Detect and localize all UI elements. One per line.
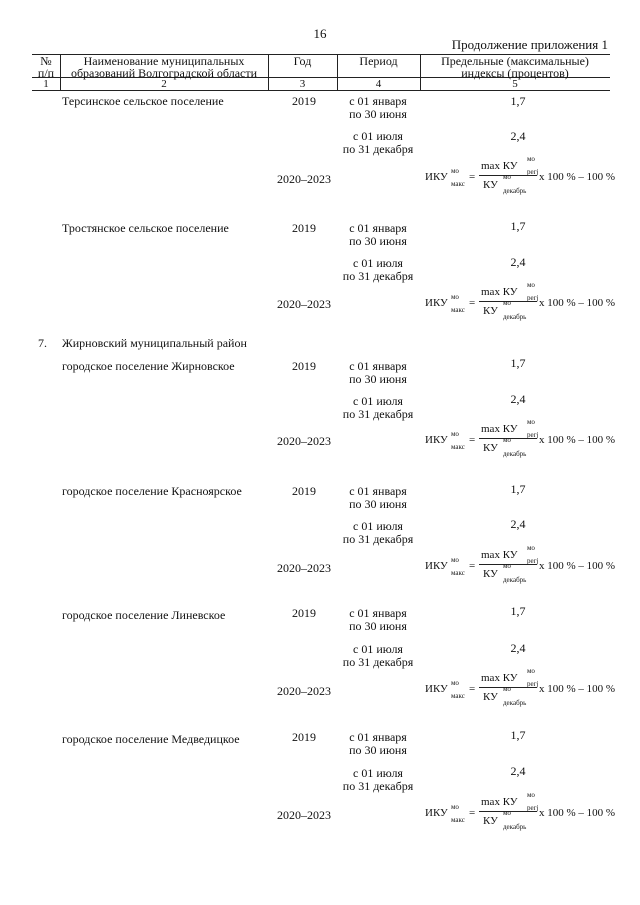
period-text: с 01 января (349, 484, 407, 498)
period-text: по 30 июня (349, 497, 407, 511)
year-cell: 2020–2023 (277, 297, 331, 311)
header-text: Предельные (максимальные) (441, 54, 589, 68)
header-text: Наименование муниципальных (83, 54, 245, 68)
year-cell: 2019 (292, 606, 316, 620)
period-text: с 01 января (349, 730, 407, 744)
year-cell: 2020–2023 (277, 684, 331, 698)
year-cell: 2019 (292, 221, 316, 235)
year-cell: 2020–2023 (277, 561, 331, 575)
year-cell: 2019 (292, 94, 316, 108)
header-col-year: Год (293, 54, 312, 68)
formula-lhs: ИКУ мо макс (425, 556, 465, 577)
column-number: 1 (43, 78, 49, 90)
entity-name: городское поселение Медведицкое (62, 732, 240, 746)
period-text: по 31 декабря (342, 142, 414, 156)
formula-tail: x 100 % – 100 % (539, 171, 616, 183)
index-value: 2,4 (510, 641, 526, 655)
year-cell: 2020–2023 (277, 434, 331, 448)
period-cell (337, 607, 419, 633)
period-text: с 01 июля (353, 394, 403, 408)
district-number: 7. (38, 336, 47, 350)
index-formula: ИКУ мо макс = max КУ мо регj КУ мо декабрь x 100 % – 100 % (425, 667, 616, 707)
period-text: по 31 декабря (342, 269, 414, 283)
district-name: Жирновский муниципальный район (62, 336, 247, 350)
period-text: по 30 июня (349, 234, 407, 248)
period-cell (337, 731, 419, 757)
index-value: 1,7 (510, 604, 526, 618)
header-text: № (40, 54, 52, 68)
period-text: по 31 декабря (342, 779, 414, 793)
period-cell (337, 130, 419, 156)
period-cell (337, 395, 419, 421)
formula-lhs: ИКУ мо макс (425, 430, 465, 451)
formula-tail: x 100 % – 100 % (539, 560, 616, 572)
formula-lhs: ИКУ мо макс (425, 293, 465, 314)
entity-name: городское поселение Жирновское (62, 359, 235, 373)
period-text: с 01 июля (353, 519, 403, 533)
index-formula: ИКУ мо макс = max КУ мо регj КУ мо декабрь x 100 % – 100 % (425, 155, 616, 195)
period-text: с 01 января (349, 221, 407, 235)
period-text: с 01 января (349, 94, 407, 108)
period-text: по 31 декабря (342, 532, 414, 546)
header-col-period: Период (359, 54, 398, 68)
index-value: 2,4 (510, 517, 526, 531)
period-text: с 01 июля (353, 129, 403, 143)
index-formula: ИКУ мо макс = max КУ мо регj КУ мо декабрь x 100 % – 100 % (425, 418, 616, 458)
period-text: с 01 июля (353, 642, 403, 656)
index-value: 1,7 (510, 94, 526, 108)
formula-equals: = (469, 807, 476, 819)
period-cell (337, 257, 419, 283)
index-formula: ИКУ мо макс = max КУ мо регj КУ мо декабрь x 100 % – 100 % (425, 281, 616, 321)
formula-equals: = (469, 171, 476, 183)
formula-tail: x 100 % – 100 % (539, 434, 616, 446)
entity-name: городское поселение Красноярское (62, 484, 242, 498)
column-number: 3 (299, 78, 306, 90)
year-cell: 2019 (292, 730, 316, 744)
index-formula: ИКУ мо макс = max КУ мо регj КУ мо декабрь x 100 % – 100 % (425, 544, 616, 584)
header-col-index (420, 55, 610, 79)
column-number: 4 (375, 78, 382, 90)
header-text: образований Волгоградской области (70, 66, 258, 80)
index-value: 1,7 (510, 482, 526, 496)
period-cell (337, 643, 419, 669)
header-text: п/п (37, 66, 55, 80)
period-cell (337, 222, 419, 248)
year-cell: 2019 (292, 484, 316, 498)
page-number: 16 (313, 26, 327, 41)
year-cell: 2020–2023 (277, 172, 331, 186)
formula-equals: = (469, 297, 476, 309)
formula-equals: = (469, 434, 476, 446)
formula-lhs: ИКУ мо макс (425, 803, 465, 824)
period-text: по 30 июня (349, 743, 407, 757)
entity-name: Терсинское сельское поселение (62, 94, 224, 108)
period-text: по 30 июня (349, 107, 407, 121)
header-bottom-rule (32, 90, 610, 91)
index-formula: ИКУ мо макс = max КУ мо регj КУ мо декабрь x 100 % – 100 % (425, 791, 616, 831)
period-text: по 30 июня (349, 372, 407, 386)
index-value: 1,7 (510, 219, 526, 233)
entity-name: городское поселение Линевское (62, 608, 226, 622)
header-col-name (60, 55, 268, 79)
period-cell (337, 485, 419, 511)
period-text: с 01 июля (353, 256, 403, 270)
year-cell: 2020–2023 (277, 808, 331, 822)
header-col-number (32, 55, 60, 79)
period-text: с 01 июля (353, 766, 403, 780)
entity-name: Тростянское сельское поселение (62, 221, 229, 235)
header-text: индексы (процентов) (461, 66, 569, 80)
formula-equals: = (469, 560, 476, 572)
period-text: с 01 января (349, 606, 407, 620)
period-text: по 31 декабря (342, 655, 414, 669)
period-cell (337, 520, 419, 546)
period-text: по 31 декабря (342, 407, 414, 421)
index-value: 2,4 (510, 392, 526, 406)
index-value: 2,4 (510, 129, 526, 143)
formula-tail: x 100 % – 100 % (539, 297, 616, 309)
formula-lhs: ИКУ мо макс (425, 679, 465, 700)
period-cell (337, 767, 419, 793)
period-cell (337, 360, 419, 386)
index-value: 1,7 (510, 356, 526, 370)
period-text: с 01 января (349, 359, 407, 373)
column-number: 2 (161, 78, 167, 90)
index-value: 2,4 (510, 764, 526, 778)
index-value: 1,7 (510, 728, 526, 742)
formula-tail: x 100 % – 100 % (539, 683, 616, 695)
formula-tail: x 100 % – 100 % (539, 807, 616, 819)
index-value: 2,4 (510, 255, 526, 269)
formula-lhs: ИКУ мо макс (425, 167, 465, 188)
continuation-label: Продолжение приложения 1 (451, 37, 608, 52)
year-cell: 2019 (292, 359, 316, 373)
period-text: по 30 июня (349, 619, 407, 633)
formula-equals: = (469, 683, 476, 695)
column-number: 5 (512, 78, 518, 90)
period-cell (337, 95, 419, 121)
